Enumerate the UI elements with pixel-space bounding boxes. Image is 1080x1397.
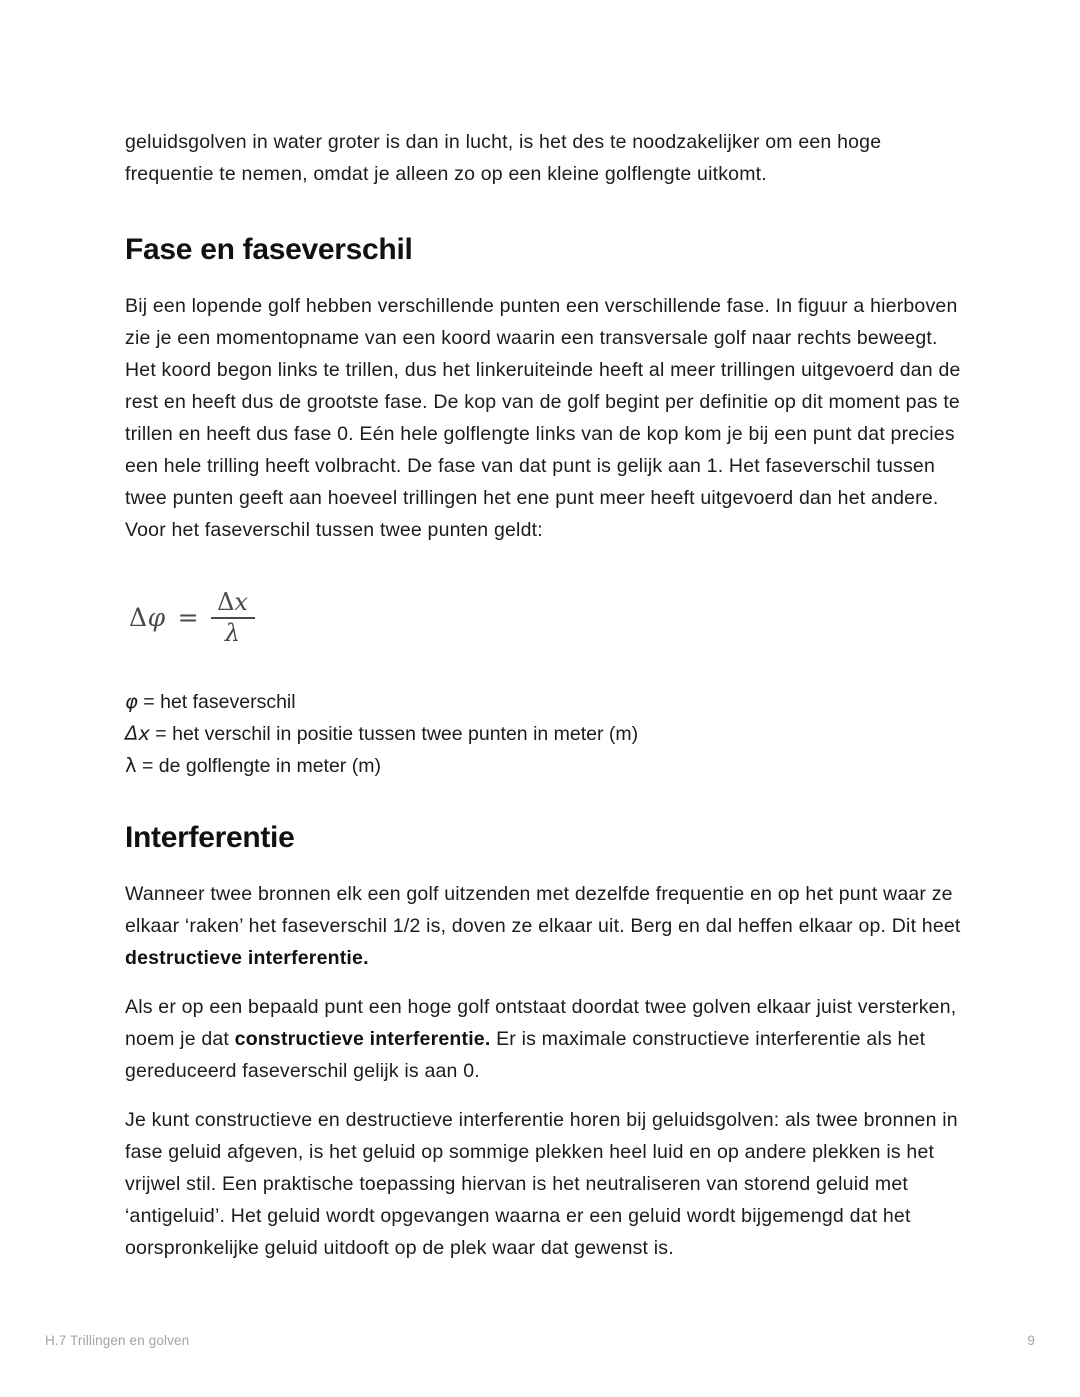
formula-denominator-lambda: λ xyxy=(224,618,241,647)
symbol-delta-x: Δx xyxy=(125,722,150,745)
page-content xyxy=(125,126,963,1264)
symbol-lambda: λ xyxy=(125,754,137,777)
symbol-definition-list xyxy=(125,686,963,782)
definition-delta-x-text: = het verschil in positie tussen twee punten in meter (m) xyxy=(149,723,639,745)
footer-chapter-label: H.7 Trillingen en golven xyxy=(45,1332,190,1348)
paragraph-fase-body: Bij een lopende golf hebben verschillende punten een verschillende fase. In figuur a hierboven zie je een momentopname van een koord waarin een transversale golf naar rechts beweegt. Het koord begon links te trillen, dus het linkeruiteinde heeft al meer trillingen uitgevoerd dan de rest en heeft dus de grootste fase. De kop van de golf begint per definitie op dit moment pas te trillen en heeft dus fase 0. Eén hele golflengte links van de kop kom je bij een punt dat precies een hele trilling heeft volbracht. De fase van dat punt is gelijk aan 1. Het faseverschil tussen twee punten geeft aan hoeveel trillingen het ene punt meer heeft uitgevoerd dan het andere. Voor het faseverschil tussen twee punten geldt: xyxy=(125,295,961,541)
definition-phi-text: = het faseverschil xyxy=(137,691,296,713)
term-constructieve-interferentie: constructieve interferentie. xyxy=(234,1028,491,1050)
term-destructieve-interferentie: destructieve interferentie. xyxy=(125,947,369,969)
heading-fase-en-faseverschil: Fase en faseverschil xyxy=(125,233,413,266)
symbol-phi: φ xyxy=(125,690,138,713)
footer-page-number: 9 xyxy=(1027,1332,1035,1348)
paragraph-constructieve-interferentie xyxy=(125,991,963,1087)
formula-equals-sign: = xyxy=(177,603,199,633)
paragraph-constructieve-lead: Als er op een bepaald punt een hoge golf ontstaat doordat twee golven elkaar juist versterken, noem je dat xyxy=(125,996,957,1050)
formula-numerator-delta: Δ xyxy=(217,588,235,616)
paragraph-destructieve-interferentie xyxy=(125,878,963,974)
formula-delta-symbol: Δ xyxy=(129,603,148,633)
paragraph-constructieve-tail: Er is maximale constructieve interferentie als het gereduceerd faseverschil gelijk is aan 0. xyxy=(125,1028,926,1082)
paragraph-intro-continued: geluidsgolven in water groter is dan in lucht, is het des te noodzakelijker om een hoge frequentie te nemen, omdat je alleen zo op een kleine golflengte uitkomt. xyxy=(125,131,882,185)
page-footer xyxy=(45,1329,1035,1351)
paragraph-antigeluid: Je kunt constructieve en destructieve interferentie horen bij geluidsgolven: als twee bronnen in fase geluid afgeven, is het geluid op sommige plekken heel luid en op andere plekken is het vrijwel stil. Een praktische toepassing hiervan is het neutraliseren van storend geluid met ‘antigeluid’. Het geluid wordt opgevangen waarna er een geluid wordt bijgemengd dat het oorspronkelijke geluid uitdooft op de plek waar dat gewenst is. xyxy=(125,1109,958,1259)
definition-delta-x xyxy=(125,718,963,750)
formula-numerator xyxy=(211,590,254,617)
definition-phi xyxy=(125,686,963,718)
definition-lambda-text: = de golflengte in meter (m) xyxy=(136,755,381,777)
formula-numerator-x: x xyxy=(234,588,248,616)
heading-interferentie: Interferentie xyxy=(125,821,295,854)
formula-phase-difference xyxy=(129,590,963,652)
formula-left-hand-side xyxy=(129,603,166,633)
formula-phi-symbol: φ xyxy=(147,603,166,633)
paragraph-destructieve-lead: Wanneer twee bronnen elk een golf uitzenden met dezelfde frequentie en op het punt waar ze elkaar ‘raken’ het faseverschil 1/2 is, doven ze elkaar uit. Berg en dal heffen elkaar op. Dit heet xyxy=(125,883,961,937)
formula-fraction xyxy=(211,590,255,646)
formula-expression xyxy=(129,590,255,646)
definition-lambda xyxy=(125,750,963,782)
